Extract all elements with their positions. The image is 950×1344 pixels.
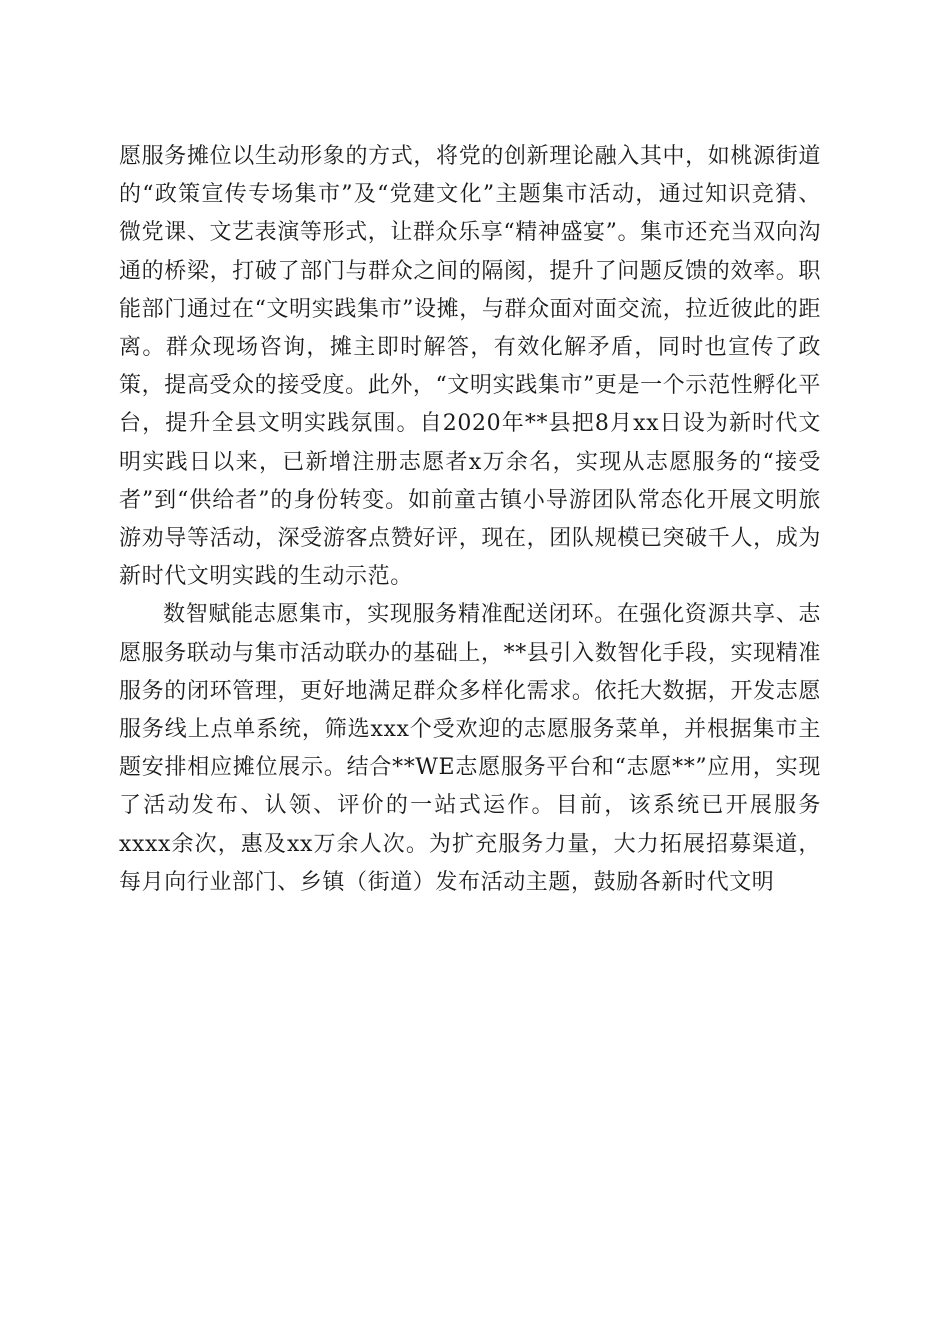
- paragraph-continued: 愿服务摊位以生动形象的方式，将党的创新理论融入其中，如桃源街道的“政策宣传专场集市”及“党建文化”主题集市活动，通过知识竞猜、微党课、文艺表演等形式，让群众乐享“精神盛宴”。集市还充当双向沟通的桥梁，打破了部门与群众之间的隔阂，提升了问题反馈的效率。职能部门通过在“文明实践集市”设摊，与群众面对面交流，拉近彼此的距离。群众现场咨询，摊主即时解答，有效化解矛盾，同时也宣传了政策，提高受众的接受度。此外，“文明实践集市”更是一个示范性孵化平台，提升全县文明实践氛围。自2020年**县把8月xx日设为新时代文明实践日以来，已新增注册志愿者x万余名，实现从志愿服务的“接受者”到“供给者”的身份转变。如前童古镇小导游团队常态化开展文明旅游劝导等活动，深受游客点赞好评，现在，团队规模已突破千人，成为新时代文明实践的生动示范。: [119, 144, 821, 590]
- body-text: [119, 138, 821, 902]
- paragraph: 数智赋能志愿集市，实现服务精准配送闭环。在强化资源共享、志愿服务联动与集市活动联办的基础上，**县引入数智化手段，实现精准服务的闭环管理，更好地满足群众多样化需求。依托大数据，开发志愿服务线上点单系统，筛选xxx个受欢迎的志愿服务菜单，并根据集市主题安排相应摊位展示。结合**WE志愿服务平台和“志愿**”应用，实现了活动发布、认领、评价的一站式运作。目前，该系统已开展服务xxxx余次，惠及xx万余人次。为扩充服务力量，大力拓展招募渠道，每月向行业部门、乡镇（街道）发布活动主题，鼓励各新时代文明: [119, 602, 821, 895]
